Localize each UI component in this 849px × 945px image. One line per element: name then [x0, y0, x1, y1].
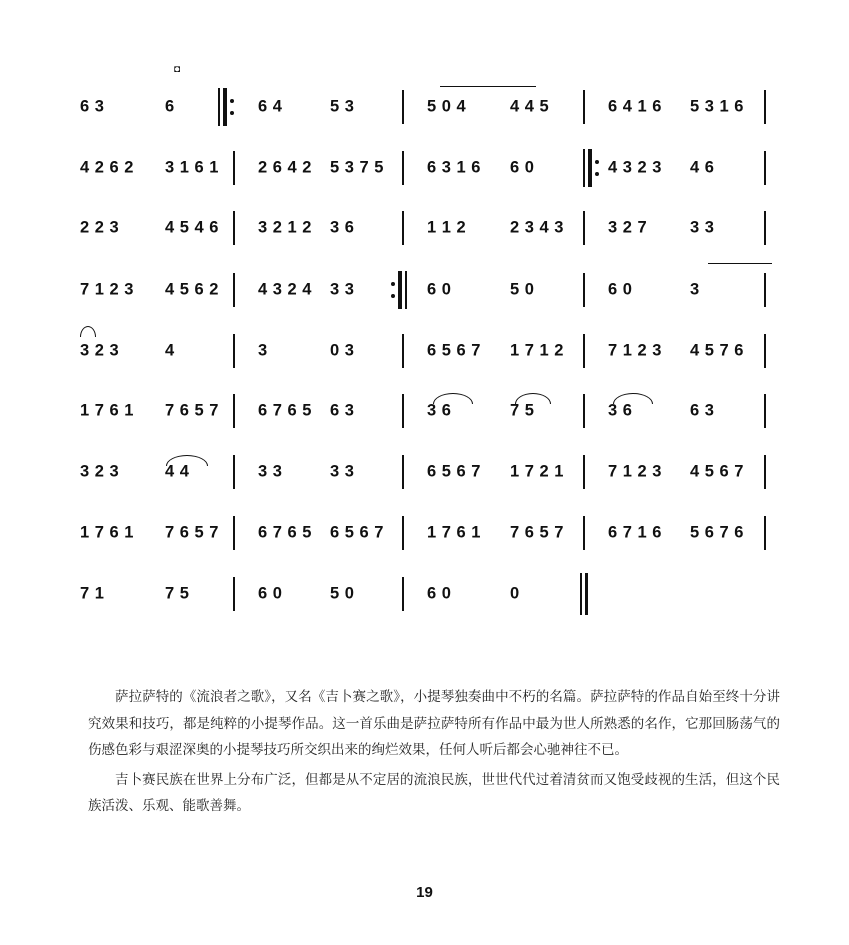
score-note: 7 5 — [165, 584, 190, 603]
barline — [583, 394, 585, 428]
slur-arc — [433, 393, 473, 404]
score-note: 7 1 — [80, 584, 105, 603]
score-note: 6 3 — [330, 401, 355, 420]
score-note: 5 0 4 — [427, 97, 467, 116]
score-note: 4 4 5 — [510, 97, 550, 116]
score-note: 3 2 3 — [80, 462, 120, 481]
barline — [402, 577, 404, 611]
barline — [402, 334, 404, 368]
score-note: 4 5 4 6 — [165, 218, 219, 237]
score-note: 6 3 1 6 — [427, 158, 481, 177]
score-note: 4 2 6 2 — [80, 158, 134, 177]
barline — [764, 211, 766, 245]
barline — [402, 394, 404, 428]
score-note: 3 3 — [330, 462, 355, 481]
barline — [583, 516, 585, 550]
barline — [764, 394, 766, 428]
score-note: 6 7 6 5 — [258, 523, 312, 542]
barline — [402, 455, 404, 489]
score-note: 6 — [165, 97, 175, 116]
score-note: 1 7 6 1 — [427, 523, 481, 542]
score-note: 5 3 7 5 — [330, 158, 384, 177]
score-note: 6 7 6 5 — [258, 401, 312, 420]
barline — [402, 516, 404, 550]
barline — [233, 394, 235, 428]
score-note: 4 4 — [165, 462, 190, 481]
barline — [233, 211, 235, 245]
score-note: 7 6 5 7 — [165, 523, 219, 542]
score-note: 3 6 — [608, 401, 633, 420]
score-note: 2 3 4 3 — [510, 218, 564, 237]
score-note: 3 — [258, 341, 268, 360]
page-number: 19 — [416, 884, 433, 901]
score-note: 6 3 — [690, 401, 715, 420]
score-note: 0 — [510, 584, 520, 603]
barline — [764, 455, 766, 489]
barline — [233, 455, 235, 489]
barline — [764, 516, 766, 550]
barline — [764, 151, 766, 185]
score-note: 6 5 6 7 — [330, 523, 384, 542]
barline — [583, 334, 585, 368]
score-note: 1 7 2 1 — [510, 462, 564, 481]
score-note: 2 6 4 2 — [258, 158, 312, 177]
score-note: 6 0 — [608, 280, 633, 299]
score-note: 3 6 — [330, 218, 355, 237]
score-note: 1 7 6 1 — [80, 523, 134, 542]
score-note: 7 6 5 7 — [165, 401, 219, 420]
barline — [583, 273, 585, 307]
slur-arc — [166, 455, 208, 466]
score-note: 6 0 — [510, 158, 535, 177]
tie-line — [708, 263, 772, 264]
score-note: 6 5 6 7 — [427, 462, 481, 481]
barline — [233, 151, 235, 185]
score-note: 6 3 — [80, 97, 105, 116]
score-note: 4 5 6 2 — [165, 280, 219, 299]
barline — [233, 516, 235, 550]
score-note: 5 0 — [510, 280, 535, 299]
score-note: 6 4 — [258, 97, 283, 116]
score-note: 3 3 — [330, 280, 355, 299]
score-note: 6 7 1 6 — [608, 523, 662, 542]
score-note: 6 0 — [427, 584, 452, 603]
barline — [764, 90, 766, 124]
barline — [764, 273, 766, 307]
score-note: 4 — [165, 341, 175, 360]
score-note: 5 0 — [330, 584, 355, 603]
score-note: 3 2 7 — [608, 218, 648, 237]
tie-line — [440, 86, 536, 87]
slur-arc — [515, 393, 551, 404]
barline — [233, 334, 235, 368]
barline — [233, 273, 235, 307]
score-note: 7 1 2 3 — [80, 280, 134, 299]
barline — [402, 211, 404, 245]
score-note: 3 2 3 — [80, 341, 120, 360]
score-note: 6 4 1 6 — [608, 97, 662, 116]
barline — [764, 334, 766, 368]
score-note: 3 6 — [427, 401, 452, 420]
barline — [583, 211, 585, 245]
barline — [402, 90, 404, 124]
score-note: 5 3 1 6 — [690, 97, 744, 116]
score-note: 3 3 — [258, 462, 283, 481]
slur-arc — [80, 326, 96, 337]
score-note: 3 3 — [690, 218, 715, 237]
score-note: 4 6 — [690, 158, 715, 177]
score-note: 4 3 2 4 — [258, 280, 312, 299]
score-note: 3 1 6 1 — [165, 158, 219, 177]
score-note: 4 5 6 7 — [690, 462, 744, 481]
score-note: 6 0 — [258, 584, 283, 603]
score-note: 1 7 6 1 — [80, 401, 134, 420]
score-note: 7 1 2 3 — [608, 462, 662, 481]
score-note: 3 — [690, 280, 700, 299]
description-text — [88, 684, 780, 820]
score-note: 1 1 2 — [427, 218, 467, 237]
score-note: 5 3 — [330, 97, 355, 116]
paragraph-1: 萨拉萨特的《流浪者之歌》，又名《吉卜赛之歌》，小提琴独奏曲中不朽的名篇。萨拉萨特的作品自始至终十分讲究效果和技巧，都是纯粹的小提琴作品。这一首乐曲是萨拉萨特所有作品中最为世人所熟悉的名作，它那回肠荡气的伤感色彩与艰涩深奥的小提琴技巧所交织出来的绚烂效果，任何人听后都会心驰神往不已。 — [88, 689, 780, 758]
score-note: 4 3 2 3 — [608, 158, 662, 177]
score-note: 5 6 7 6 — [690, 523, 744, 542]
paragraph-2: 吉卜赛民族在世界上分布广泛，但都是从不定居的流浪民族，世世代代过着清贫而又饱受歧视的生活，但这个民族活泼、乐观、能歌善舞。 — [88, 771, 780, 814]
barline — [402, 151, 404, 185]
score-note: 7 6 5 7 — [510, 523, 564, 542]
score-note: 0 3 — [330, 341, 355, 360]
score-note: 1 7 1 2 — [510, 341, 564, 360]
barline — [583, 90, 585, 124]
final-barline — [580, 573, 589, 615]
barline — [583, 455, 585, 489]
score-note: 7 1 2 3 — [608, 341, 662, 360]
barline — [233, 577, 235, 611]
score-note: 7 5 — [510, 401, 535, 420]
score-note: 3 2 1 2 — [258, 218, 312, 237]
score-note: 4 5 7 6 — [690, 341, 744, 360]
score-note: 2 2 3 — [80, 218, 120, 237]
score-note: 6 5 6 7 — [427, 341, 481, 360]
score-mark-symbol: ◘ — [174, 64, 181, 75]
score-note: 6 0 — [427, 280, 452, 299]
slur-arc — [613, 393, 653, 404]
